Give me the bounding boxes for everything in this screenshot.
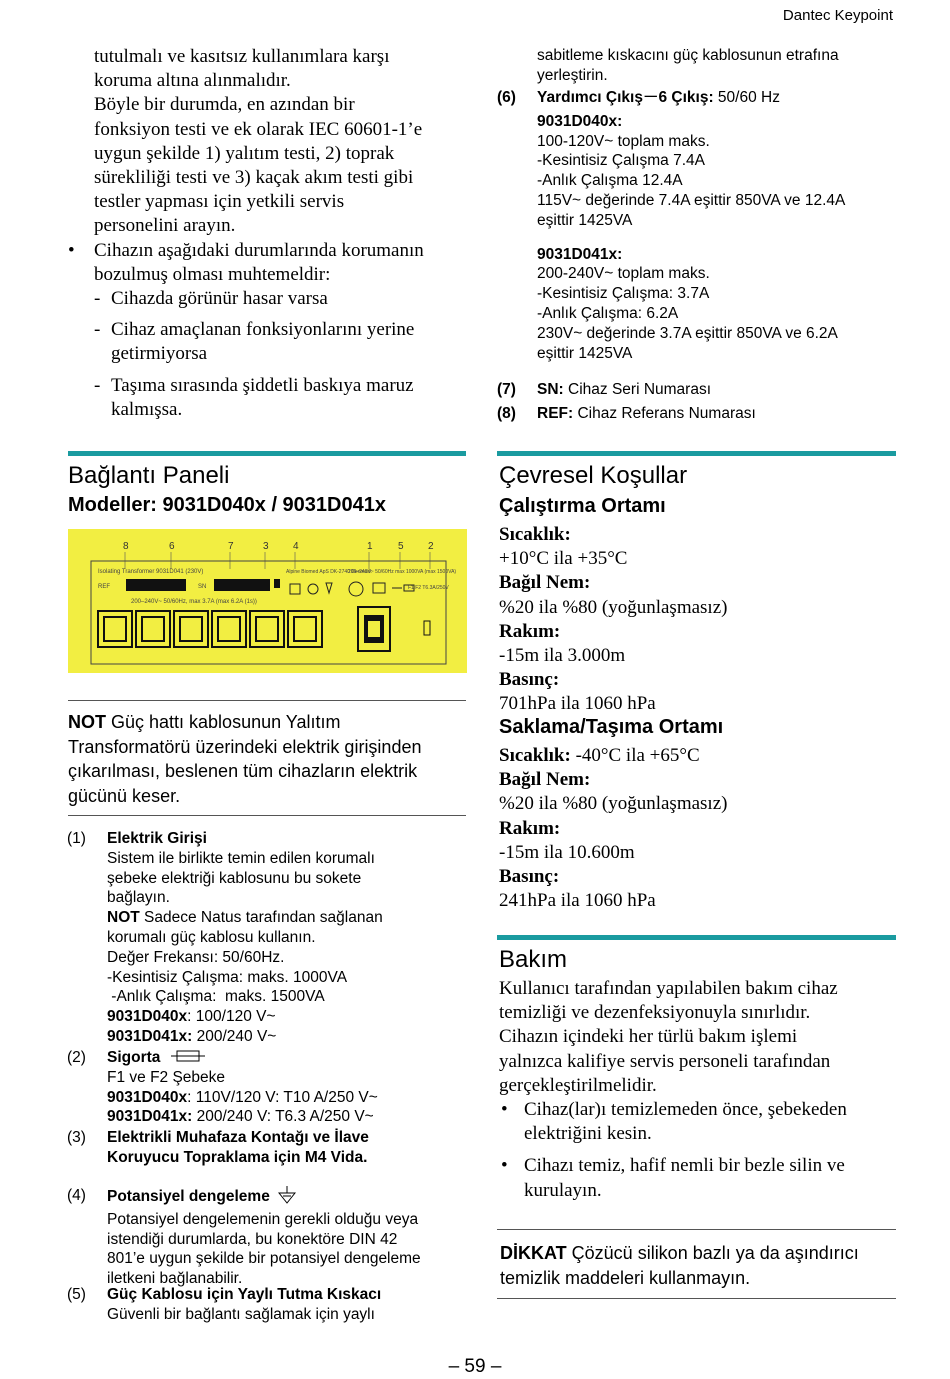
panel-rating-label: 200–240V~ 50/60Hz, max 3.7A (max 6.2A (1s)) [131,599,257,605]
env-label: Rakım: [499,620,561,642]
connection-panel-illustration [68,529,467,673]
list-item-6 [497,88,897,368]
bullet-icon: • [501,1155,508,1177]
env-label: Sıcaklık: [499,524,571,545]
list-item-8 [497,404,897,426]
item-title: Sigorta [107,1049,161,1066]
item-number: (2) [67,1049,86,1066]
panel-transformer-label: Isolating Transformer 9031D041 (230V) [98,569,204,575]
panel-sn-label: SN [198,584,207,590]
section-divider [497,935,896,940]
caution-box [497,1229,896,1299]
maintenance-bullet [499,1098,899,1146]
env-value: %20 ila %80 (yoğunlaşmasız) [499,793,728,815]
intro-bullet [68,239,464,287]
panel-number: 5 [398,541,404,552]
equipotential-icon [278,1186,296,1210]
left-intro-text [68,45,464,422]
model-value: 200/240 V~ [192,1027,277,1045]
model-label: 9031D041x: [107,1108,193,1126]
item-label: SN: [537,381,564,398]
maintenance-line: temizliği ve dezenfeksiyonuyla sınırlıdır. [499,1002,811,1024]
bullet-icon: • [501,1099,508,1121]
env-label: Sıcaklık: [499,745,571,766]
caution-line [500,1241,896,1266]
panel-input-label: 200–240V~ 50/60Hz max 1000VA (max 1500VA) [348,569,457,575]
maintenance-bullet [499,1154,899,1202]
maintenance-line: Cihazın içindeki her türlü bakım işlemi [499,1026,798,1048]
item-number: (7) [497,381,516,398]
item-note-label: NOT [107,909,140,927]
item-title-row [537,88,897,108]
item-model-line [107,1027,467,1047]
bullet-line: kurulayın. [524,1179,602,1201]
list-item-4 [67,1186,467,1286]
item-line: Koruyucu Topraklama için M4 Vida. [107,1148,368,1166]
model-label: 9031D041x: [537,245,623,263]
list-item-3 [67,1128,467,1170]
operating-title: Çalıştırma Ortamı [499,495,666,517]
panel-number: 7 [228,541,234,552]
item-note-text: Sadece Natus tarafından sağlanan [139,909,383,927]
note-line: gücünü keser. [68,785,181,806]
env-label: Basınç: [499,866,560,888]
bullet-line: Cihazın aşağıdaki durumlarında korumanın [94,239,424,261]
bullet-line: bozulmuş olması muhtemeldir: [94,263,331,285]
note-text: Güç hattı kablosunun Yalıtım [106,712,341,732]
model-label: 9031D040x: [537,112,623,130]
section-subtitle-models: Modeller: 9031D040x / 9031D041x [68,494,386,516]
panel-maker-label: Alpine Biomed ApS DK-2740 Denmark [286,569,372,575]
item-line: Güvenli bir bağlantı sağlamak için yaylı [107,1305,375,1323]
note-label: NOT [68,712,106,732]
maintenance-line: yalnızca kalifiye servis personeli tarafından [499,1050,831,1072]
panel-number: 1 [367,541,373,552]
maintenance-line: gerçekleştirilmelidir. [499,1074,657,1096]
list-item-5-continued [497,46,897,86]
item-number: (8) [497,405,516,422]
item-line: 100-120V~ toplam maks. [537,132,710,150]
env-value: 701hPa ila 1060 hPa [499,693,656,715]
item-model-line [107,1107,467,1127]
item-note-line [107,908,467,928]
item-line: -Anlık Çalışma 12.4A [537,172,683,190]
dash-item [94,287,464,311]
item-line: 230V~ değerinde 3.7A eşittir 850VA ve 6.2A [537,324,838,342]
section-divider [68,451,466,456]
intro-line: testler yapması için yetkili servis [94,191,345,213]
env-label: Bağıl Nem: [499,572,591,594]
storage-title: Saklama/Taşıma Ortamı [499,716,724,738]
panel-number: 4 [293,541,299,552]
item-line: -Anlık Çalışma: maks. 1500VA [107,988,325,1006]
storage-conditions [499,744,899,913]
env-value: -40°C ila +65°C [570,745,700,766]
dash-item [94,374,464,422]
item-line: korumalı güç kablosu kullanın. [107,928,316,946]
intro-line: tutulmalı ve kasıtsız kullanımlara karşı [94,46,390,67]
env-value: -15m ila 10.600m [499,841,635,863]
list-item-2 [67,1048,467,1128]
item-text: Cihaz Seri Numarası [563,381,711,398]
caution-text: Çözücü silikon bazlı ya da aşındırıcı [566,1243,859,1263]
panel-ref-label: REF [98,584,110,590]
list-item-5 [67,1285,467,1327]
item-title-row [107,1048,467,1068]
item-title-row [107,1186,467,1210]
bullet-line: Cihazı temiz, hafif nemli bir bezle silin ve [524,1155,845,1177]
item-line: 200-240V~ toplam maks. [537,265,710,283]
panel-number: 8 [123,541,129,552]
item-number: (4) [67,1187,86,1204]
env-label: Bağıl Nem: [499,769,591,791]
intro-line: Böyle bir durumda, en azından bir [94,94,355,116]
model-label: 9031D041x: [107,1027,193,1045]
intro-line: koruma altına alınmalıdır. [94,70,291,92]
list-item-1 [67,829,467,1051]
item-title: Yardımcı Çıkış－6 Çıkış: [537,89,714,106]
item-number: (1) [67,830,86,847]
env-value: -15m ila 3.000m [499,645,626,667]
item-line: yerleştirin. [537,66,608,84]
item-line: 801’e uygun şekilde bir potansiyel dengeleme [107,1250,421,1268]
item-line: istendiği durumlarda, bu konektöre DIN 42 [107,1230,398,1248]
item-label: REF: [537,405,574,422]
panel-number: 2 [428,541,434,552]
dash-line: Cihaz amaçlanan fonksiyonlarını yerine [111,319,415,341]
dash-line: getirmiyorsa [111,343,208,365]
maintenance-line: Kullanıcı tarafından yapılabilen bakım cihaz [499,978,838,999]
item-line: Sistem ile birlikte temin edilen korumalı [107,849,375,867]
item-line: sabitleme kıskacını güç kablosunun etrafına [537,47,839,64]
note-line: Transformatörü üzerindeki elektrik girişinden [68,736,422,757]
note-line [68,710,466,735]
item-number: (5) [67,1286,86,1303]
item-text: Cihaz Referans Numarası [573,405,756,422]
section-title-maintenance: Bakım [499,946,568,973]
item-line: -Kesintisiz Çalışma: 3.7A [537,285,710,303]
env-label: Basınç: [499,669,560,691]
item-title: Güç Kablosu için Yaylı Tutma Kıskacı [107,1286,382,1303]
env-value: +10°C ila +35°C [499,548,628,570]
model-label: 9031D040x [107,1008,188,1026]
note-line: çıkarılması, beslenen tüm cihazların elektrik [68,761,418,781]
bullet-line: elektriğini kesin. [524,1123,652,1145]
bullet-icon: • [68,239,75,261]
intro-line: uygun şekilde 1) yalıtım testi, 2) toprak [94,142,395,164]
header-brand: Dantec Keypoint [782,7,893,24]
section-title-environment: Çevresel Koşullar [499,462,688,489]
caution-line: temizlik maddeleri kullanmayın. [500,1267,751,1288]
item-line: -Kesintisiz Çalışma 7.4A [537,152,705,170]
model-value: : 100/120 V~ [187,1008,276,1026]
env-label: Rakım: [499,817,561,839]
item-model-line [107,1007,467,1027]
maintenance-text [499,977,899,1203]
env-value: 241hPa ila 1060 hPa [499,890,656,912]
dash-line: kalmışsa. [111,398,183,420]
item-line: iletkeni bağlanabilir. [107,1270,243,1288]
page-number: – 59 – [448,1356,502,1377]
fuse-icon [171,1048,205,1068]
item-line: eşittir 1425VA [537,211,633,229]
item-frequency: 50/60 Hz [713,89,780,106]
model-value: : 110V/120 V: T10 A/250 V~ [187,1088,378,1106]
section-title-connection: Bağlantı Paneli [68,462,230,489]
item-line: Potansiyel dengelemenin gerekli olduğu veya [107,1210,419,1228]
note-box [68,700,466,816]
item-line: Elektrikli Muhafaza Kontağı ve İlave [107,1129,369,1146]
dash-icon: - [94,319,101,341]
item-model-line [107,1088,467,1108]
item-number: (3) [67,1129,86,1146]
model-label: 9031D040x [107,1088,188,1106]
env-value: %20 ila %80 (yoğunlaşmasız) [499,596,728,618]
item-line: -Anlık Çalışma: 6.2A [537,304,679,322]
env-row [499,744,899,768]
item-line: eşittir 1425VA [537,344,633,362]
intro-line: personelini arayın. [94,215,236,237]
item-line: bağlayın. [107,889,170,907]
dash-line: Taşıma sırasında şiddetli baskıya maruz [111,374,414,396]
dash-icon: - [94,288,101,310]
item-line: -Kesintisiz Çalışma: maks. 1000VA [107,968,348,986]
panel-number: 6 [169,541,175,552]
operating-conditions [499,523,899,717]
section-divider [497,451,896,456]
item-line: F1 ve F2 Şebeke [107,1068,226,1086]
item-line: 115V~ değerinde 7.4A eşittir 850VA ve 12.4A [537,191,846,209]
list-item-7 [497,380,897,402]
dash-item [94,318,464,366]
item-line: Değer Frekansı: 50/60Hz. [107,948,285,966]
intro-line: fonksiyon testi ve ek olarak IEC 60601-1’e [94,118,423,140]
item-number: (6) [497,89,516,106]
model-value: 200/240 V: T6.3 A/250 V~ [192,1108,374,1126]
bullet-line: Cihaz(lar)ı temizlemeden önce, şebekeden [524,1099,847,1121]
panel-number: 3 [263,541,269,552]
panel-fuse-label: F1 F2 T6.3A/250V [408,585,449,591]
item-title: Potansiyel dengeleme [107,1188,270,1205]
dash-icon: - [94,374,101,396]
item-line: şebeke elektriği kablosunu bu sokete [107,869,362,887]
item-title: Elektrik Girişi [107,830,207,847]
caution-label: DİKKAT [500,1243,567,1263]
dash-line: Cihazda görünür hasar varsa [111,288,328,310]
intro-line: sürekliliği testi ve 3) kaçak akım testi gibi [94,167,414,189]
